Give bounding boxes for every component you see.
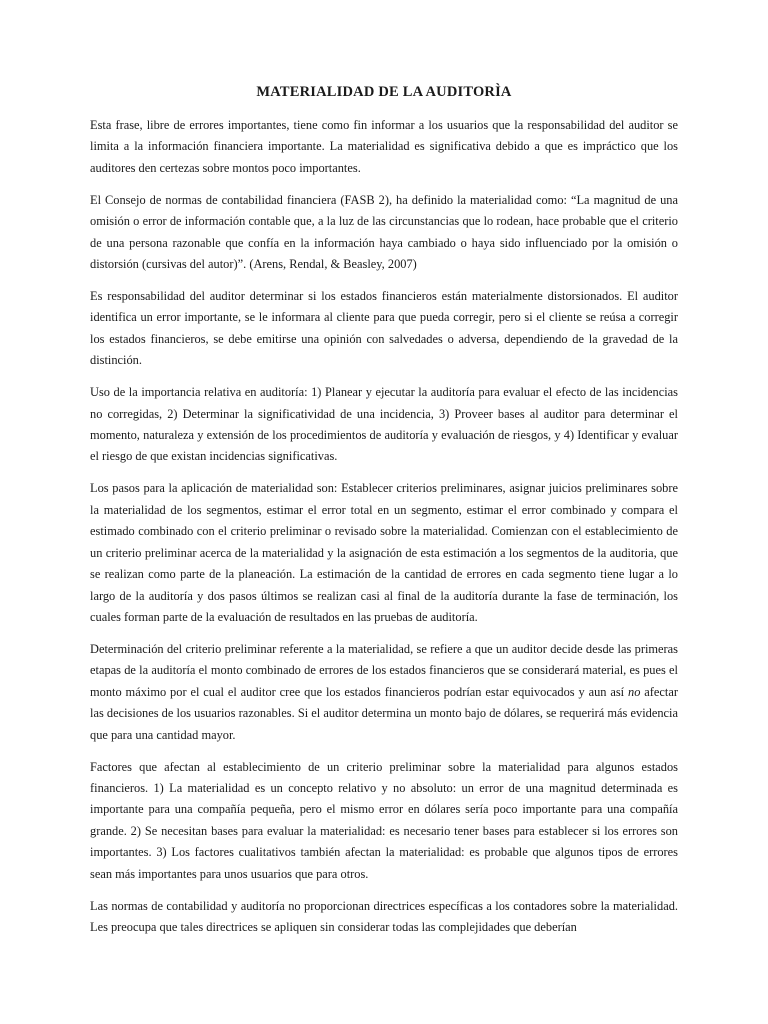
paragraph-auditor-responsibility: Es responsabilidad del auditor determinar si los estados financieros están materialmente distorsionados. El auditor identifica un error importante, se le informara al cliente para que pueda corregir, pero si el cliente se reúsa a corregir los estados financieros, se debe emitirse una opinión con salvedades o adversa, dependiendo de la gravedad de la distinción. bbox=[90, 289, 678, 368]
document-title: MATERIALIDAD DE LA AUDITORÌA bbox=[256, 84, 512, 100]
italic-emphasis: no bbox=[628, 684, 641, 699]
paragraph-text-segment: Determinación del criterio preliminar referente a la materialidad, se refiere a que un auditor decide desde las primeras etapas de la auditoría el monto combinado de errores de los estados financieros que se considerará material, es pues el monto máximo por el cual el auditor cree que los estados financieros podrían estar equivocados y aun así bbox=[90, 641, 678, 699]
paragraph-materiality-steps: Los pasos para la aplicación de materialidad son: Establecer criterios preliminares, asignar juicios preliminares sobre la materialidad de los segmentos, estimar el error total en un segmento, estimar el error combinado y compara el estimado combinado con el criterio preliminar o revisado sobre la materialidad. Comienzan con el establecimiento de un criterio preliminar acerca de la materialidad y la asignación de esta estimación a los segmentos de la auditoria, que se realizan como parte de la planeación. La estimación de la cantidad de errores en cada segmento tiene lugar a lo largo de la auditoría y dos pasos últimos se realizan casi al final de la auditoría durante la fase de terminación, los cuales forman parte de la evaluación de resultados en las pruebas de auditoría. bbox=[90, 481, 678, 624]
paragraph-fasb-definition: El Consejo de normas de contabilidad financiera (FASB 2), ha definido la materialidad como: “La magnitud de una omisión o error de información contable que, a la luz de las circunstancias que lo rodean, hace probable que el criterio de una persona razonable que confía en la información haya cambiado o haya sido influenciado por la omisión o distorsión (cursivas del autor)”. (Arens, Rendal, & Beasley, 2007) bbox=[90, 192, 678, 272]
document-body bbox=[90, 84, 678, 949]
paragraph-preliminary-criterion bbox=[90, 639, 678, 746]
paragraph-relative-importance-uses: Uso de la importancia relativa en auditoría: 1) Planear y ejecutar la auditoría para evaluar el efecto de las incidencias no corregidas, 2) Determinar la significatividad de una incidencia, 3) Proveer bases al auditor para determinar el momento, naturaleza y extensión de los procedimientos de auditoría y evaluación de riesgos, y 4) Identificar y evaluar el riesgo de que existan incidencias significativas. bbox=[90, 385, 678, 464]
paragraph-materiality-intro: Esta frase, libre de errores importantes, tiene como fin informar a los usuarios que la responsabilidad del auditor se limita a la información financiera importante. La materialidad es significativa debido a que es impráctico que los auditores den certezas sobre montos poco importantes. bbox=[90, 118, 678, 175]
paragraph-text-segment: afectar las decisiones de los usuarios razonables. Si el auditor determina un monto bajo de dólares, se requerirá más evidencia que para una cantidad mayor. bbox=[90, 684, 678, 742]
paragraph-standards-guidance: Las normas de contabilidad y auditoría no proporcionan directrices específicas a los contadores sobre la materialidad. Les preocupa que tales directrices se apliquen sin considerar todas las complejidades que deberían bbox=[90, 898, 678, 934]
paragraph-affecting-factors: Factores que afectan al establecimiento de un criterio preliminar sobre la materialidad para algunos estados financieros. 1) La materialidad es un concepto relativo y no absoluto: un error de una magnitud determinada es importante para una compañía pequeña, pero el mismo error en dólares sería poco importante para una compañía grande. 2) Se necesitan bases para evaluar la materialidad: es necesario tener bases para establecer si los errores son importantes. 3) Los factores cualitativos también afectan la materialidad: es probable que algunos tipos de errores sean más importantes para unos usuarios que para otros. bbox=[90, 759, 678, 881]
